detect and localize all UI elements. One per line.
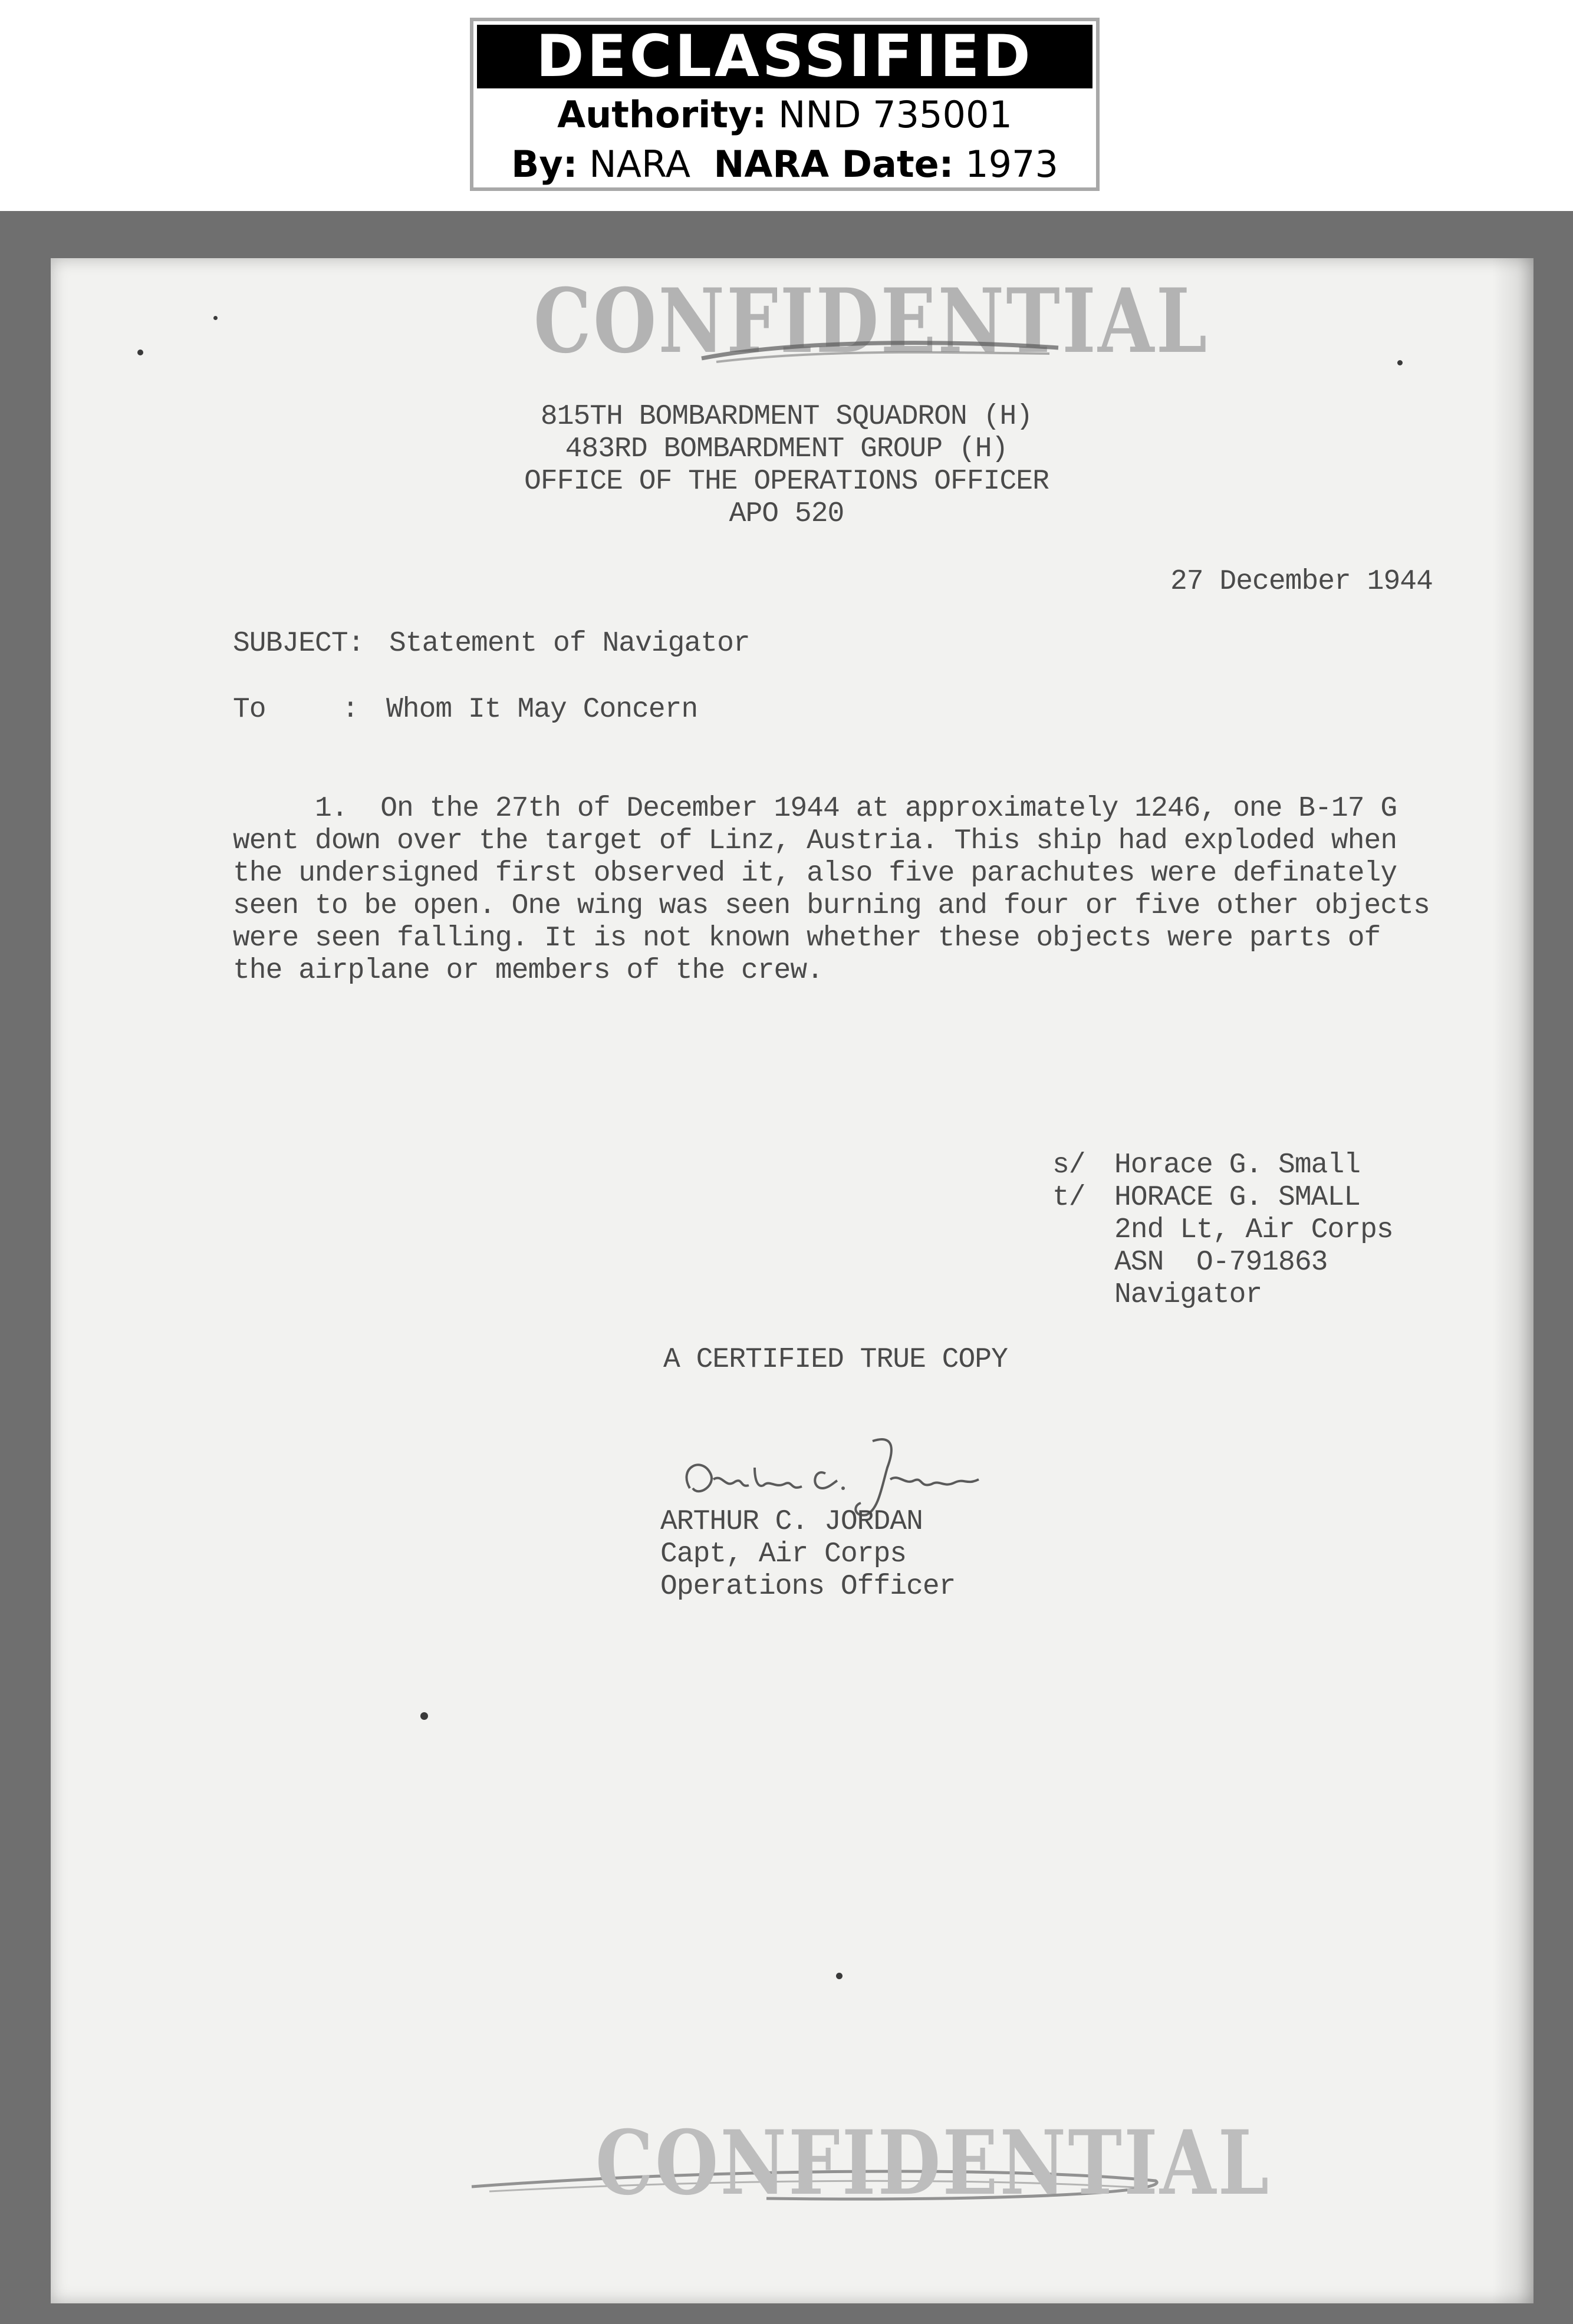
certifier-name: ARTHUR C. JORDAN [660, 1506, 923, 1538]
letterhead-line: 815TH BOMBARDMENT SQUADRON (H) [540, 401, 1033, 433]
to-value: Whom It May Concern [386, 694, 698, 726]
to-separator: : [342, 694, 358, 726]
nara-date-value: 1973 [965, 143, 1058, 186]
body-line: 1. On the 27th of December 1944 at approximately 1246, one B-17 G [233, 793, 1397, 825]
confidential-stamp-top: CONFIDENTIAL [534, 269, 1209, 373]
authority-label: Authority: [557, 93, 767, 136]
declassification-stamp [470, 18, 1100, 191]
typed-name: HORACE G. SMALL [1114, 1182, 1361, 1214]
scan-speck [137, 350, 143, 355]
scan-speck [420, 1712, 428, 1720]
signed-prefix: s/ [1052, 1149, 1085, 1181]
certifier-rank: Capt, Air Corps [660, 1538, 907, 1570]
nara-date-label: NARA Date: [713, 143, 954, 186]
authority-line [473, 93, 1096, 136]
to-label: To [233, 694, 266, 726]
body-line: seen to be open. One wing was seen burning and four or five other objects [233, 890, 1430, 922]
navigator-role: Navigator [1114, 1279, 1262, 1311]
certifier-title: Operations Officer [660, 1571, 956, 1603]
subject-label: SUBJECT: [233, 628, 364, 660]
document-paper [51, 258, 1533, 2303]
body-line: went down over the target of Linz, Austria. This ship had exploded when [233, 825, 1397, 857]
body-line: were seen falling. It is not known whether these objects were parts of [233, 922, 1381, 954]
by-value: NARA [589, 143, 691, 186]
scan-speck [1397, 360, 1403, 365]
document-date: 27 December 1944 [1170, 566, 1433, 598]
confidential-stamp-bottom: CONFIDENTIAL [595, 2111, 1271, 2215]
by-line [473, 143, 1096, 186]
navigator-rank: 2nd Lt, Air Corps [1114, 1214, 1393, 1246]
declassified-title: DECLASSIFIED [477, 25, 1092, 88]
scan-speck [836, 1973, 843, 1979]
navigator-asn: ASN O-791863 [1114, 1247, 1328, 1278]
authority-value: NND 735001 [778, 93, 1012, 136]
letterhead-line: OFFICE OF THE OPERATIONS OFFICER [524, 466, 1049, 497]
letterhead-line: 483RD BOMBARDMENT GROUP (H) [565, 433, 1008, 465]
typed-prefix: t/ [1052, 1182, 1085, 1214]
paper-edge-shadow [1492, 258, 1533, 2303]
body-line: the airplane or members of the crew. [233, 955, 823, 987]
letterhead-line: APO 520 [729, 498, 844, 530]
scan-speck [213, 316, 218, 320]
certified-copy-text: A CERTIFIED TRUE COPY [663, 1344, 1008, 1376]
by-label: By: [511, 143, 578, 186]
signed-name: Horace G. Small [1114, 1149, 1361, 1181]
body-line: the undersigned first observed it, also five parachutes were definately [233, 858, 1397, 889]
subject-value: Statement of Navigator [389, 628, 750, 660]
